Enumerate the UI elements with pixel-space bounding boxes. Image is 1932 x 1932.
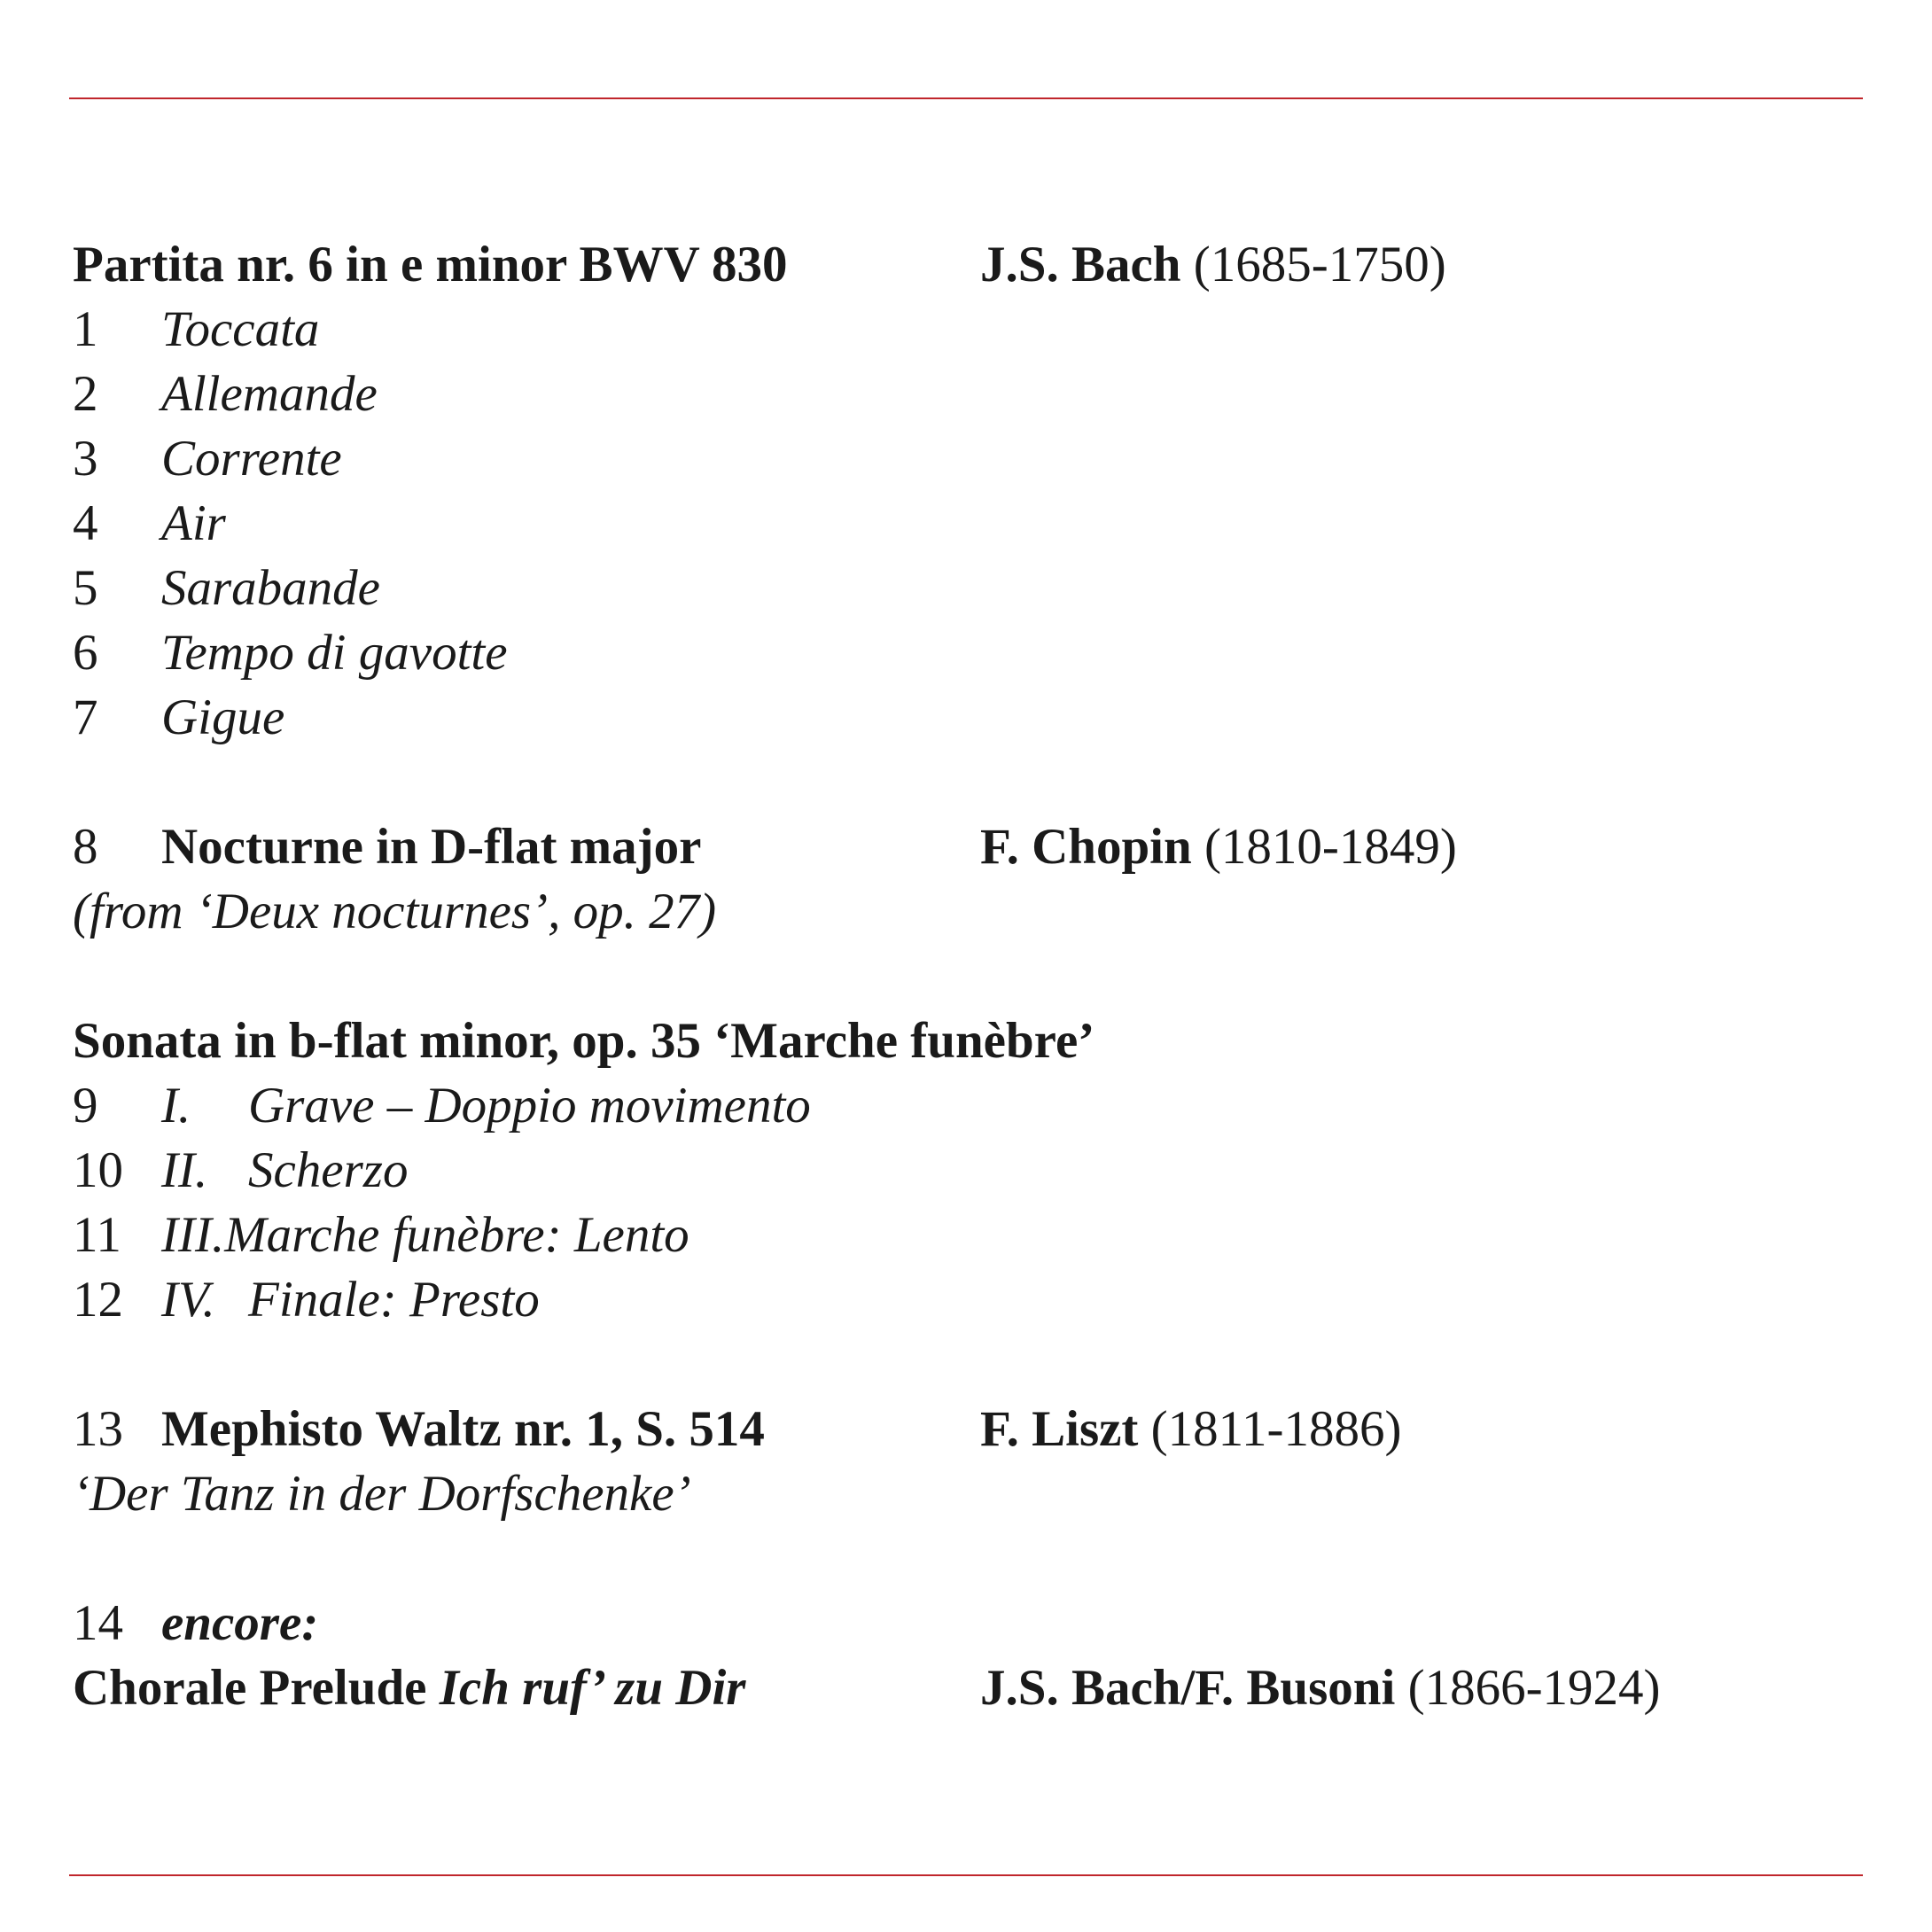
track-number: 6 [73, 625, 98, 681]
work-subtitle: (from ‘Deux nocturnes’, op. 27) [73, 884, 717, 939]
track-number: 1 [73, 301, 98, 357]
track-title [161, 1138, 408, 1203]
track-number: 13 [73, 1401, 123, 1457]
track-title: Tempo di gavotte [161, 625, 508, 681]
track-8 [73, 814, 1863, 879]
track-13 [73, 1397, 1863, 1461]
work-heading-bach-partita [73, 232, 1863, 297]
composer [980, 1397, 1402, 1461]
track-11 [73, 1203, 1863, 1267]
track-title: Air [161, 495, 226, 551]
bottom-rule [69, 1874, 1863, 1876]
work-title: Sonata in b-flat minor, op. 35 ‘Marche funèbre’ [73, 1013, 1095, 1069]
track-title: Corrente [161, 431, 342, 487]
work-title-italic: Ich ruf’ zu Dir [439, 1660, 746, 1716]
track-number: 7 [73, 689, 98, 745]
section-gap [73, 1526, 1863, 1591]
section-gap [73, 750, 1863, 814]
track-4 [73, 491, 1863, 556]
track-14 [73, 1591, 1863, 1655]
composer-name: F. Chopin [980, 819, 1192, 875]
movement-title: Marche funèbre: Lento [224, 1207, 689, 1263]
track-title [161, 1267, 540, 1332]
tracklist [73, 232, 1863, 1720]
track-number: 9 [73, 1078, 98, 1133]
composer-name: F. Liszt [980, 1401, 1139, 1457]
encore-label: encore: [161, 1595, 319, 1651]
movement-numeral: III. [161, 1207, 225, 1263]
composer-name: J.S. Bach/F. Busoni [980, 1660, 1396, 1716]
track-number: 14 [73, 1595, 123, 1651]
composer-dates: (1685-1750) [1193, 237, 1446, 292]
track-5 [73, 556, 1863, 620]
track-number: 12 [73, 1272, 123, 1328]
track-1 [73, 297, 1863, 362]
work-heading-encore [73, 1655, 1863, 1720]
top-rule [69, 97, 1863, 99]
track-number: 8 [73, 819, 98, 875]
movement-numeral: II. [161, 1142, 208, 1198]
track-title: Toccata [161, 301, 320, 357]
track-9 [73, 1073, 1863, 1138]
movement-title: Finale: Presto [248, 1272, 540, 1328]
track-3 [73, 426, 1863, 491]
track-title: Allemande [161, 366, 378, 422]
composer [980, 814, 1457, 879]
section-gap [73, 944, 1863, 1009]
composer-dates: (1866-1924) [1407, 1660, 1661, 1716]
track-title [161, 1203, 689, 1267]
movement-numeral: IV. [161, 1272, 215, 1328]
work-title: Mephisto Waltz nr. 1, S. 514 [161, 1401, 765, 1457]
movement-title: Scherzo [248, 1142, 409, 1198]
work-subtitle-nocturne [73, 879, 1863, 944]
work-title-plain: Chorale Prelude [73, 1660, 440, 1716]
track-number: 11 [73, 1207, 121, 1263]
track-number: 4 [73, 495, 98, 551]
work-title: Partita nr. 6 in e minor BWV 830 [73, 237, 788, 292]
composer [980, 232, 1446, 297]
track-number: 2 [73, 366, 98, 422]
track-2 [73, 362, 1863, 426]
composer-dates: (1810-1849) [1204, 819, 1457, 875]
work-title [73, 1660, 746, 1716]
track-title [161, 1073, 811, 1138]
composer [980, 1655, 1661, 1720]
track-number: 3 [73, 431, 98, 487]
section-gap [73, 1332, 1863, 1397]
track-title: Sarabande [161, 560, 380, 616]
composer-dates: (1811-1886) [1150, 1401, 1402, 1457]
work-heading-chopin-sonata [73, 1009, 1863, 1073]
work-subtitle: ‘Der Tanz in der Dorfschenke’ [73, 1466, 691, 1522]
track-number: 5 [73, 560, 98, 616]
work-title: Nocturne in D-flat major [161, 819, 702, 875]
track-title: Gigue [161, 689, 285, 745]
track-number: 10 [73, 1142, 123, 1198]
track-10 [73, 1138, 1863, 1203]
work-subtitle-waltz [73, 1461, 1863, 1526]
track-6 [73, 620, 1863, 685]
track-7 [73, 685, 1863, 750]
track-12 [73, 1267, 1863, 1332]
composer-name: J.S. Bach [980, 237, 1181, 292]
movement-numeral: I. [161, 1078, 191, 1133]
movement-title: Grave – Doppio movimento [248, 1078, 811, 1133]
